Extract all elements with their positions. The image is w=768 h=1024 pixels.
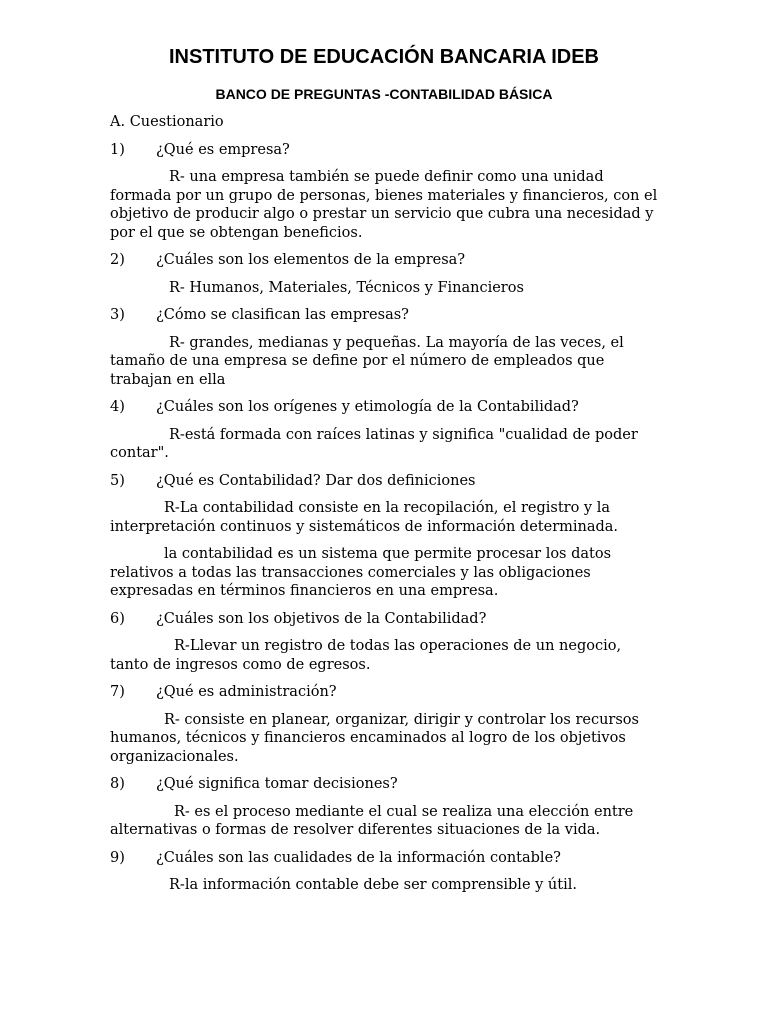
question-number: 5) [110, 472, 125, 489]
answer-5a: R-La contabilidad consiste en la recopilación, el registro y la interpretación continuos y sistemáticos de información determinada. [110, 500, 619, 535]
question-number: 4) [110, 399, 125, 415]
question-3 [110, 306, 662, 325]
question-text: ¿Cuáles son los objetivos de la Contabilidad? [156, 610, 487, 627]
question-number: 9) [110, 849, 125, 866]
question-1 [110, 141, 662, 160]
document-subtitle: BANCO DE PREGUNTAS -CONTABILIDAD BÁSICA [215, 86, 553, 102]
question-text: ¿Cuáles son los orígenes y etimología de la Contabilidad? [156, 399, 579, 415]
question-text: ¿Qué es administración? [156, 684, 337, 700]
answer-4: R-está formada con raíces latinas y significa "cualidad de poder contar". [110, 426, 638, 461]
question-text: ¿Qué es Contabilidad? Dar dos definiciones [156, 472, 476, 489]
question-8 [110, 775, 662, 794]
question-text: ¿Qué significa tomar decisiones? [156, 776, 398, 792]
answer-2: R- Humanos, Materiales, Técnicos y Financieros [169, 279, 524, 296]
question-number: 8) [110, 776, 125, 792]
question-text: ¿Cuáles son los elementos de la empresa? [156, 252, 466, 268]
question-number: 3) [110, 307, 125, 323]
answer-3: R- grandes, medianas y pequeñas. La mayoría de las veces, el tamaño de una empresa se define por el número de empleados que trabajan en ella [110, 334, 624, 388]
question-number: 2) [110, 252, 125, 268]
question-9 [110, 849, 662, 868]
answer-6: R-Llevar un registro de todas las operaciones de un negocio, tanto de ingresos como de egresos. [110, 638, 622, 673]
answer-5b: la contabilidad es un sistema que permite procesar los datos relativos a todas las transacciones comerciales y las obligaciones expresadas en términos financieros en una empresa. [110, 546, 612, 599]
document-title: INSTITUTO DE EDUCACIÓN BANCARIA IDEB [168, 46, 599, 68]
question-number: 7) [110, 684, 125, 700]
document-body [110, 113, 662, 904]
question-text: ¿Cuáles son las cualidades de la información contable? [156, 849, 561, 866]
answer-1: R- una empresa también se puede definir como una unidad formada por un grupo de personas, bienes materiales y financieros, con el objetivo de producir algo o prestar un servicio que cubra una necesidad y por el que se obtengan beneficios. [110, 169, 658, 241]
question-text: ¿Cómo se clasifican las empresas? [156, 307, 409, 323]
question-number: 1) [110, 141, 125, 158]
question-7 [110, 683, 662, 702]
section-heading: A. Cuestionario [110, 114, 224, 130]
question-4 [110, 398, 662, 417]
question-2 [110, 251, 662, 270]
question-text: ¿Qué es empresa? [156, 141, 290, 158]
answer-9: R-la información contable debe ser comprensible y útil. [169, 877, 577, 893]
question-6 [110, 610, 662, 629]
answer-8: R- es el proceso mediante el cual se realiza una elección entre alternativas o formas de resolver diferentes situaciones de la vida. [110, 803, 634, 838]
question-number: 6) [110, 610, 125, 627]
question-5 [110, 472, 662, 491]
answer-7: R- consiste en planear, organizar, dirigir y controlar los recursos humanos, técnicos y financieros encaminados al logro de los objetivos organizacionales. [110, 711, 639, 765]
